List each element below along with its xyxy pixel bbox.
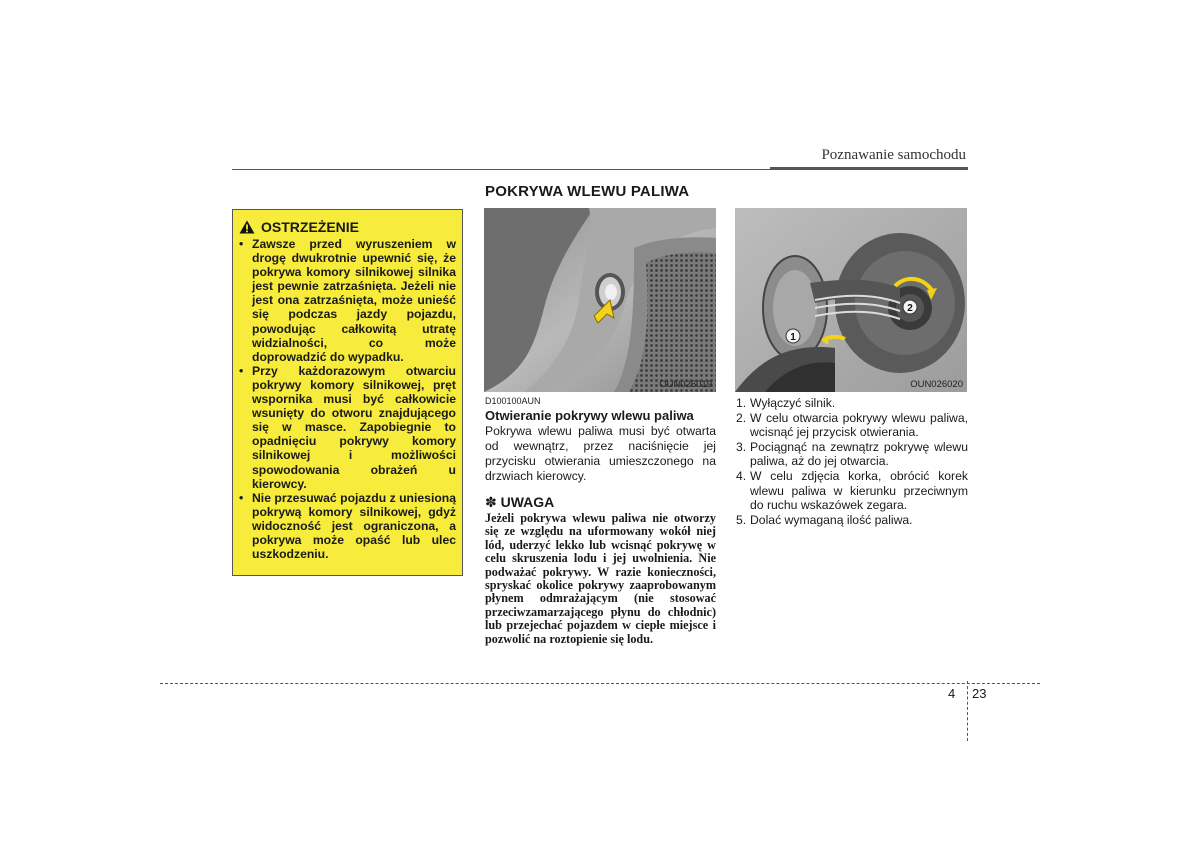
footer-divider xyxy=(967,681,968,741)
step-text: Pociągnąć na zewnątrz pokrywę wlewu paliwa, aż do jej otwarcia. xyxy=(750,439,968,469)
fuel-cap-illustration xyxy=(735,208,967,392)
steps-list xyxy=(736,396,968,527)
step-number: 4. xyxy=(736,468,747,483)
step-text: Wyłączyć silnik. xyxy=(750,396,836,410)
callout-1: 1 xyxy=(790,332,796,343)
step-item xyxy=(736,396,968,411)
step-number: 5. xyxy=(736,512,747,527)
release-button-illustration xyxy=(484,208,716,392)
warning-list xyxy=(237,237,456,561)
warning-triangle-icon xyxy=(239,220,255,234)
step-number: 3. xyxy=(736,439,747,454)
step-text: W celu otwarcia pokrywy wlewu paliwa, wcisnąć jej przycisk otwierania. xyxy=(750,410,968,440)
page-number: 23 xyxy=(972,686,987,701)
step-item xyxy=(736,411,968,440)
warning-item: • Przy każdorazowym otwarciu pokrywy komory silnikowej, pręt wspornika musi być całkowicie wsunięty do otworu znajdującego się w masce. Zapobiegnie to opadnięciu pokrywy komory silnikowej i możliwości spowodowania obrażeń u kierowcy. xyxy=(237,364,456,491)
step-item xyxy=(736,513,968,528)
section-title: POKRYWA WLEWU PALIWA xyxy=(485,183,690,200)
image-code: OUN026020 xyxy=(910,379,963,390)
header-rule-accent xyxy=(770,167,968,170)
page-header-title: Poznawanie samochodu xyxy=(821,147,966,163)
fuel-door-release-photo xyxy=(484,208,716,392)
step-item xyxy=(736,469,968,513)
fuel-door-open-photo xyxy=(735,208,967,392)
body-paragraph: Pokrywa wlewu paliwa musi być otwarta od wewnątrz, przez naciśnięcie jej przycisku otwierania umieszczonego na drzwiach kierowcy. xyxy=(485,424,716,483)
warning-title: OSTRZEŻENIE xyxy=(261,219,360,235)
warning-item: • Nie przesuwać pojazdu z uniesioną pokrywą komory silnikowej, gdyż widoczność jest ograniczona, a pokrywa może opaść lub ulec uszkodzeniu. xyxy=(237,491,456,561)
step-item xyxy=(736,440,968,469)
step-number: 2. xyxy=(736,410,747,425)
image-code: OUN026019 xyxy=(659,379,712,390)
step-text: Dolać wymaganą ilość paliwa. xyxy=(750,512,913,527)
subheading: Otwieranie pokrywy wlewu paliwa xyxy=(485,408,694,423)
doc-code: D100100AUN xyxy=(485,396,541,406)
warning-item: • Zawsze przed wyruszeniem w drogę dwukrotnie upewnić się, że pokrywa komory silnikowej silnika jest pewnie zatrzaśnięta. Jeżeli nie jest ona zatrzaśnięta, może unieść się podczas jazdy pojazdu, powodując całkowitą utratę widzialności, co może doprowadzić do wypadku. xyxy=(237,237,456,364)
step-text: W celu zdjęcia korka, obrócić korek wlewu paliwa w kierunku przeciwnym do ruchu wskazówek zegara. xyxy=(750,468,968,513)
note-title: ✽ UWAGA xyxy=(485,494,555,510)
warning-heading xyxy=(239,219,359,235)
note-text: Jeżeli pokrywa wlewu paliwa nie otworzy się ze względu na uformowany wokół niej lód, uderzyć lekko lub wcisnąć pokrywę w celu skruszenia lodu i jej uwolnienia. Nie podważać pokrywy. W razie konieczności, spryskać okolice pokrywy zaaprobowanym płynem odmrażającym (nie stosować przeciwzamarzającego płynu do chłodnic) lub przejechać pojazdem w ciepłe miejsce i pozwolić na roztopienie się lodu. xyxy=(485,511,716,646)
footer-rule xyxy=(160,683,1040,684)
callout-2: 2 xyxy=(907,303,913,314)
step-number: 1. xyxy=(736,396,747,410)
chapter-number: 4 xyxy=(948,686,956,701)
